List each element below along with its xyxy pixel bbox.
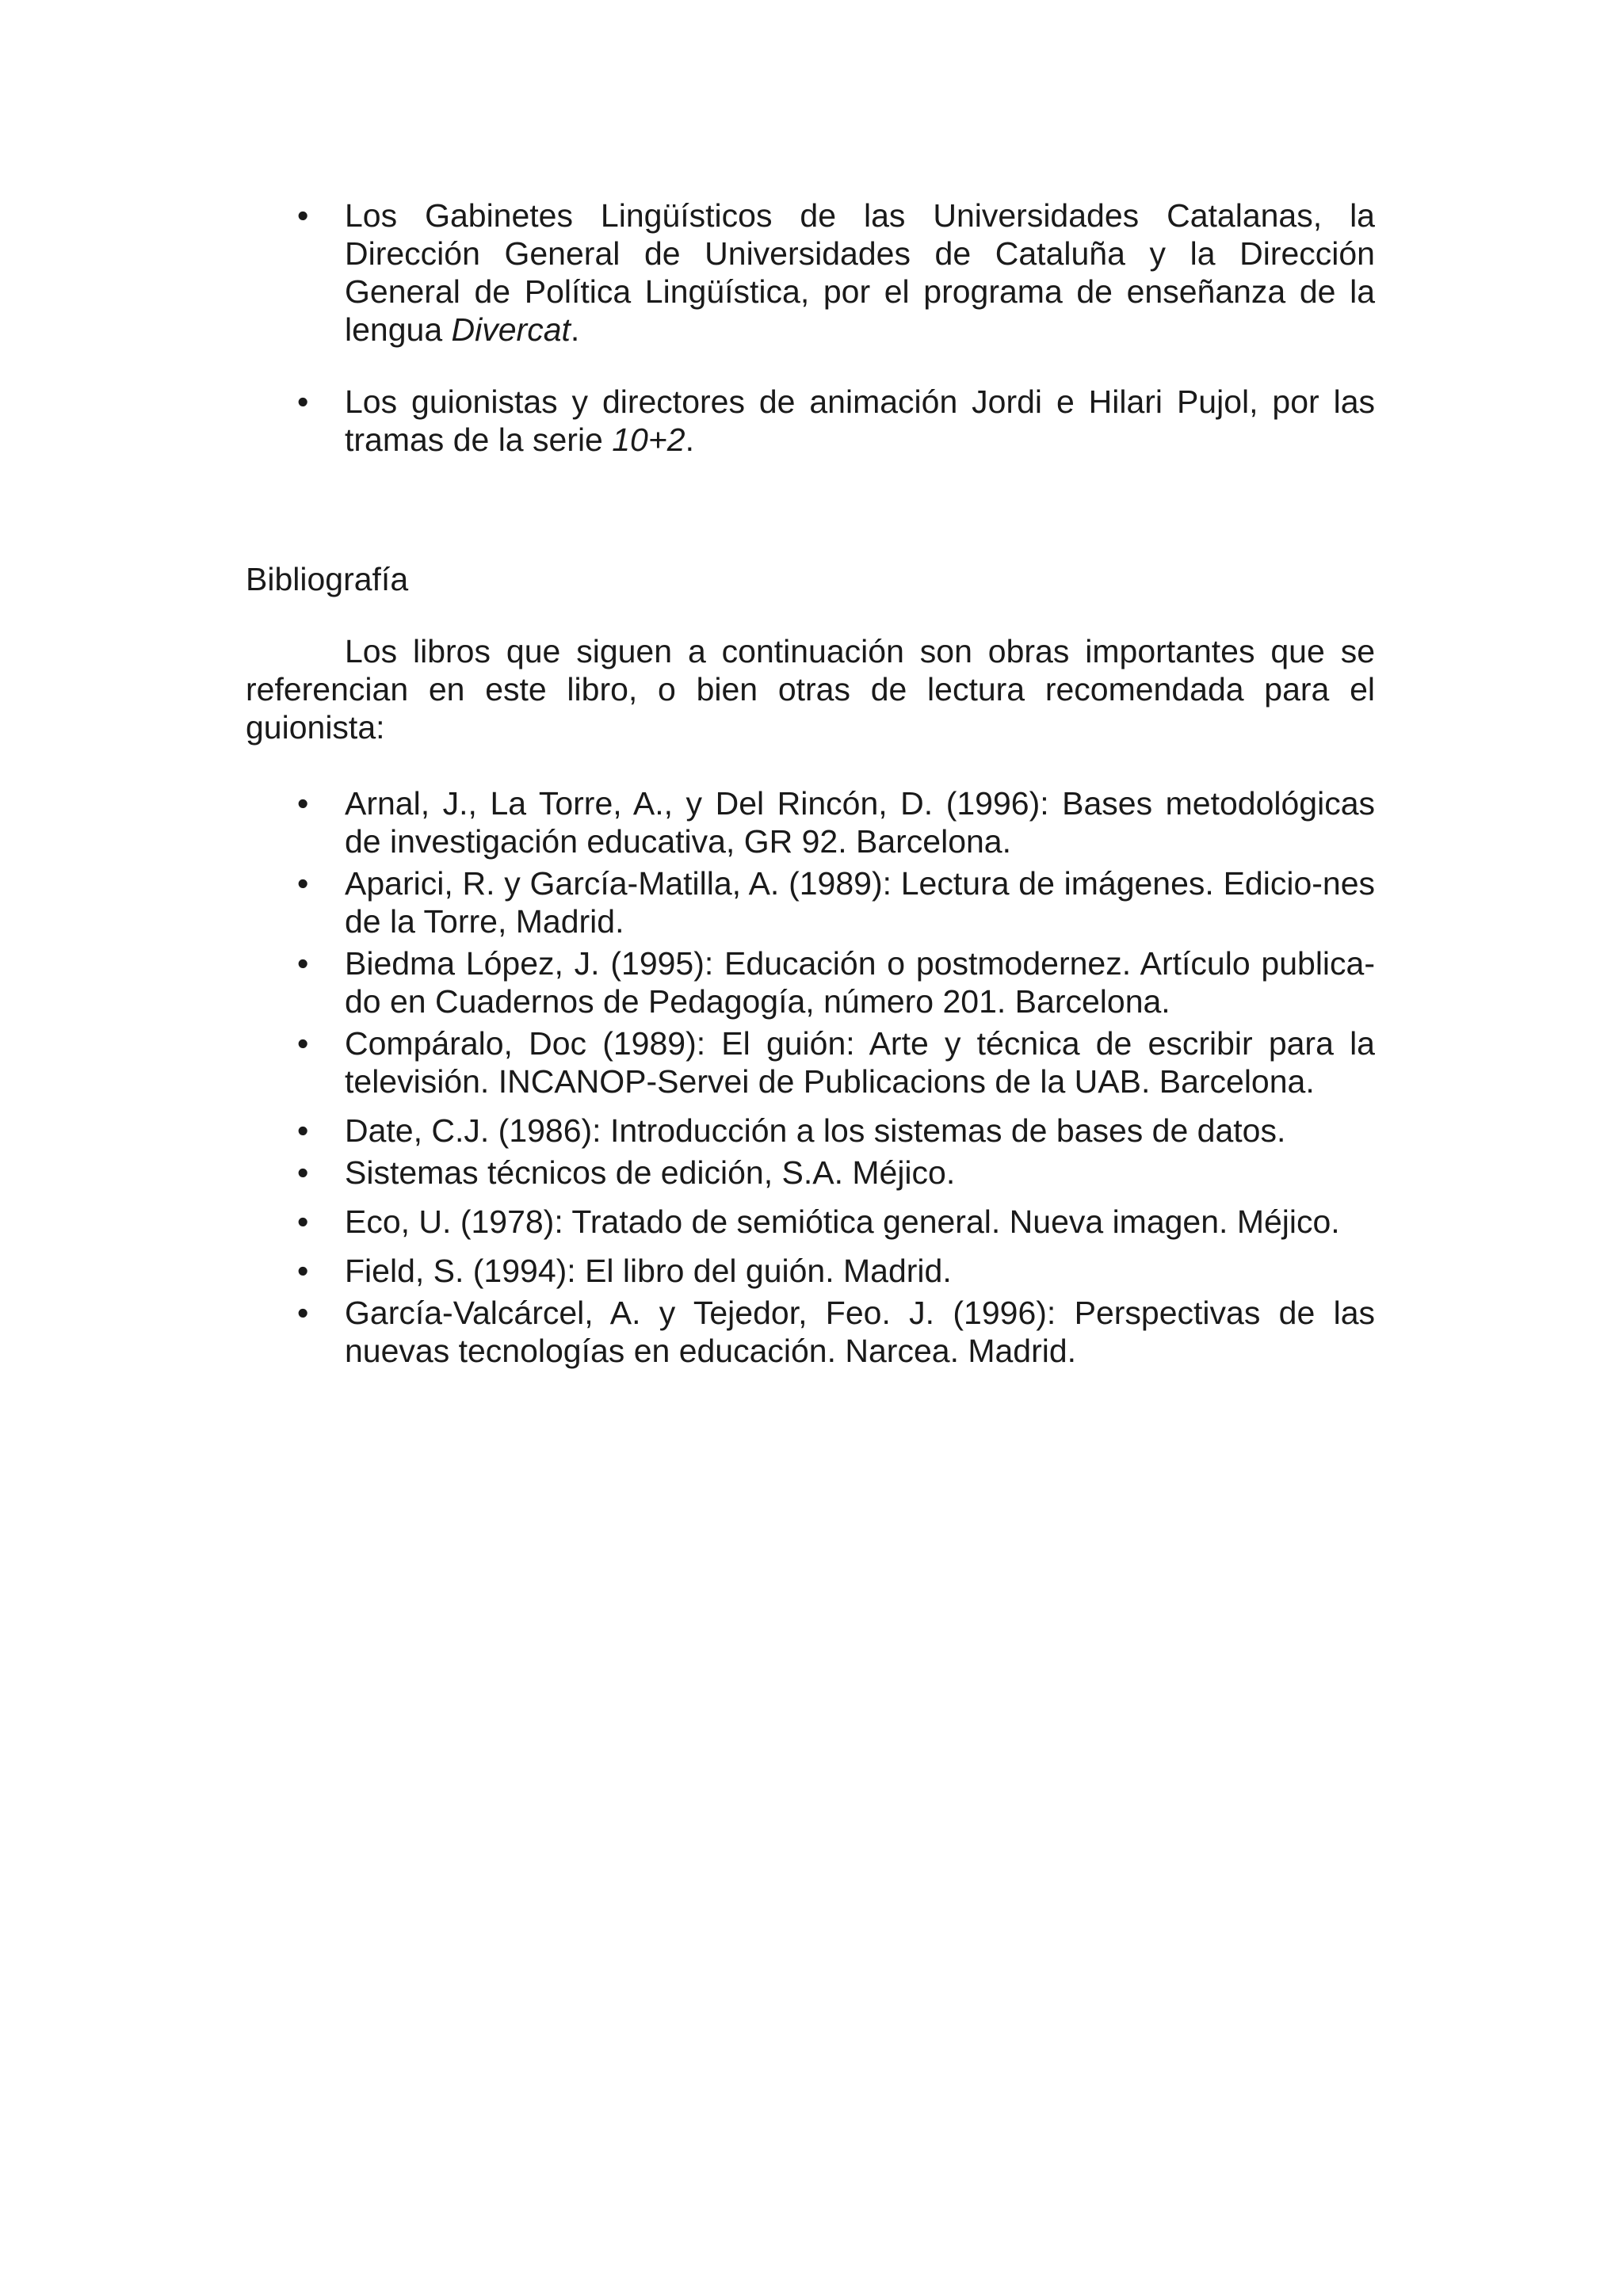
bullet-icon: • (297, 1112, 309, 1149)
bullet-icon: • (297, 1154, 309, 1191)
bullet-icon: • (297, 383, 309, 420)
ack-text: Los Gabinetes Lingüísticos de las Universidades Catalanas, la Dirección General de Universidades de Cataluña y la Dirección General de Política Lingüística, por el programa de enseñanza de la lengua (345, 197, 1375, 348)
list-item (246, 1154, 1375, 1192)
section-heading: Bibliografía (246, 561, 409, 597)
page-content (246, 196, 1375, 1374)
bullet-icon: • (297, 1025, 309, 1062)
ack-italic: 10+2 (612, 421, 685, 458)
ack-end: . (685, 421, 695, 458)
bib-entry: Sistemas técnicos de edición, S.A. Méjico. (345, 1154, 956, 1191)
list-item (246, 1024, 1375, 1100)
bib-entry: Date, C.J. (1986): Introducción a los sistemas de bases de datos. (345, 1112, 1286, 1149)
bullet-icon: • (297, 945, 309, 982)
bib-entry: Eco, U. (1978): Tratado de semiótica general. Nueva imagen. Méjico. (345, 1203, 1340, 1240)
bullet-icon: • (297, 785, 309, 822)
list-item (246, 383, 1375, 459)
list-item (246, 1112, 1375, 1150)
bib-entry: Aparici, R. y García-Matilla, A. (1989): Lectura de imágenes. Edicio-nes de la Torre, Madrid. (345, 865, 1375, 940)
list-item (246, 1203, 1375, 1241)
bib-entry: Field, S. (1994): El libro del guión. Madrid. (345, 1253, 952, 1289)
list-item (246, 944, 1375, 1020)
intro-paragraph: Los libros que siguen a continuación son obras importantes que se referencian en este libro, o bien otras de lectura recomendada para el guionista: (246, 633, 1375, 746)
list-item (246, 784, 1375, 860)
bullet-icon: • (297, 197, 309, 234)
bib-entry: García-Valcárcel, A. y Tejedor, Feo. J. (1996): Perspectivas de las nuevas tecnologías en educación. Narcea. Madrid. (345, 1295, 1375, 1369)
ack-end: . (570, 311, 580, 348)
bullet-icon: • (297, 1253, 309, 1289)
bibliography-list (246, 784, 1375, 1370)
bullet-icon: • (297, 1295, 309, 1331)
bib-entry: Biedma López, J. (1995): Educación o postmodernez. Artículo publica-do en Cuadernos de Pedagogía, número 201. Barcelona. (345, 945, 1375, 1020)
bib-entry: Arnal, J., La Torre, A., y Del Rincón, D. (1996): Bases metodológicas de investigación educativa, GR 92. Barcelona. (345, 785, 1375, 860)
ack-text: Los guionistas y directores de animación Jordi e Hilari Pujol, por las tramas de la serie (345, 383, 1375, 458)
acknowledgements-list (246, 196, 1375, 459)
list-item (246, 1252, 1375, 1290)
list-item (246, 1294, 1375, 1370)
list-item (246, 196, 1375, 349)
list-item (246, 864, 1375, 940)
bullet-icon: • (297, 1203, 309, 1240)
bib-entry: Compáralo, Doc (1989): El guión: Arte y técnica de escribir para la televisión. INCANOP-Servei de Publicacions de la UAB. Barcelona. (345, 1025, 1375, 1100)
ack-italic: Divercat (451, 311, 571, 348)
bullet-icon: • (297, 865, 309, 902)
